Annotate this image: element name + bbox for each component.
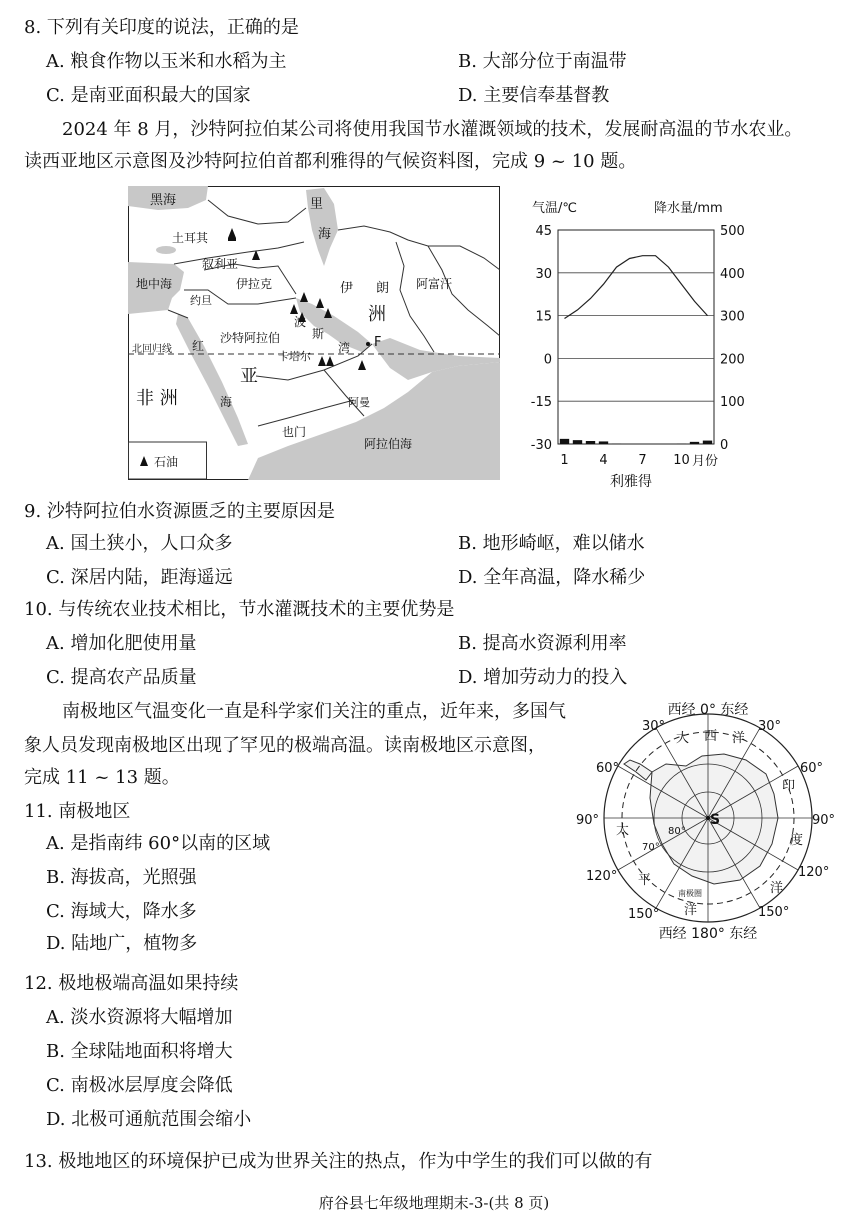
label-saudi-arabia: 沙特阿拉伯 xyxy=(220,331,281,345)
precip-bar xyxy=(573,440,582,444)
temp-tick-label: 0 xyxy=(543,352,552,368)
antarctic-circle-label: 南极圈 xyxy=(678,889,702,898)
plot-frame xyxy=(558,230,714,444)
q10-option-b: B. 提高水资源利用率 xyxy=(458,633,627,654)
precip-tick-label: 0 xyxy=(720,438,729,453)
temp-tick-label: 45 xyxy=(535,224,552,239)
label-gulf-wan: 湾 xyxy=(338,341,351,355)
deg-90-left: 90° xyxy=(576,813,600,828)
temp-tick-label: -30 xyxy=(530,438,552,453)
q8-option-c: C. 是南亚面积最大的国家 xyxy=(46,85,251,106)
label-qatar: 卡塔尔 xyxy=(278,350,311,363)
ocean-ping: 平 xyxy=(638,873,652,888)
ocean-yang-atlantic: 洋 xyxy=(732,731,746,746)
ocean-yang-indian: 洋 xyxy=(770,881,784,896)
meridian-top-label: 西经 0° 东经 xyxy=(667,702,749,718)
label-turkey: 土耳其 xyxy=(172,231,209,245)
precip-bar xyxy=(560,439,569,444)
month-tick-label: 4 xyxy=(599,453,608,468)
label-africa: 非 洲 xyxy=(136,388,178,409)
q11-option-c: C. 海域大，降水多 xyxy=(46,901,197,922)
precip-tick-label: 500 xyxy=(720,224,745,239)
label-caspian-li: 里 xyxy=(310,197,324,212)
month-tick-label: 7 xyxy=(638,453,647,468)
q10-option-a: A. 增加化肥使用量 xyxy=(46,633,197,654)
label-caspian-hai: 海 xyxy=(318,227,332,242)
intro-11-13-line3: 完成 11 ~ 13 题。 xyxy=(24,767,180,788)
precip-bar xyxy=(599,441,608,444)
precip-tick-label: 200 xyxy=(720,352,745,368)
label-oman: 阿曼 xyxy=(348,396,370,409)
label-iran-lang: 朗 xyxy=(376,281,390,296)
intro-9-10-line1: 2024 年 8 月，沙特阿拉伯某公司将使用我国节水灌溉领域的技术，发展耐高温的节水农业。 xyxy=(62,119,803,140)
deg-90-right: 90° xyxy=(812,813,836,828)
label-asia-zhou: 洲 xyxy=(368,304,386,325)
deg-120-left: 120° xyxy=(586,869,618,884)
q9-option-d: D. 全年高温，降水稀少 xyxy=(458,567,646,588)
month-tick-label: 10 xyxy=(673,453,690,468)
q12-option-b: B. 全球陆地面积将增大 xyxy=(46,1041,233,1062)
q10-stem: 10. 与传统农业技术相比，节水灌溉技术的主要优势是 xyxy=(24,599,455,620)
q8-option-b: B. 大部分位于南温带 xyxy=(458,51,627,72)
q8-stem: 8. 下列有关印度的说法，正确的是 xyxy=(24,17,299,38)
temp-tick-label: 30 xyxy=(535,266,552,282)
chart-title: 利雅得 xyxy=(610,474,652,490)
precip-bar xyxy=(690,442,699,444)
antarctic-map xyxy=(574,694,842,946)
west-asia-map xyxy=(128,186,500,480)
ocean-xi: 西 xyxy=(704,729,718,744)
x-axis-unit-label: 月份 xyxy=(692,454,719,469)
temp-tick-label: 15 xyxy=(535,309,552,325)
intro-11-13-line2: 象人员发现南极地区出现了罕见的极端高温。读南极地区示意图， xyxy=(24,735,546,756)
label-yemen: 也门 xyxy=(282,425,307,439)
q10-option-c: C. 提高农产品质量 xyxy=(46,667,197,688)
q11-option-b: B. 海拔高，光照强 xyxy=(46,867,197,888)
q9-option-c: C. 深居内陆，距海遥远 xyxy=(46,567,233,588)
intro-11-13-line1: 南极地区气温变化一直是科学家们关注的重点，近年来，多国气 xyxy=(62,701,566,722)
q8-option-d: D. 主要信奉基督教 xyxy=(458,85,610,106)
q11-option-d: D. 陆地广，植物多 xyxy=(46,933,198,954)
meridian-bottom-label: 西经 180° 东经 xyxy=(658,926,758,942)
deg-120-right: 120° xyxy=(798,865,830,880)
label-red-hong: 红 xyxy=(192,339,205,353)
legend-oil-label: 石油 xyxy=(154,455,179,469)
label-asia-ya: 亚 xyxy=(240,366,258,387)
label-point-f: F xyxy=(374,335,382,350)
riyadh-climate-chart xyxy=(518,192,758,492)
q11-stem: 11. 南极地区 xyxy=(24,801,131,822)
lat-70-label: 70° xyxy=(642,842,660,853)
precip-bar xyxy=(586,441,595,444)
q12-option-a: A. 淡水资源将大幅增加 xyxy=(46,1007,233,1028)
label-iran-yi: 伊 xyxy=(340,281,354,296)
label-gulf-si: 斯 xyxy=(312,327,325,341)
deg-60-left: 60° xyxy=(596,761,620,776)
month-tick-label: 1 xyxy=(560,453,569,468)
ocean-yin: 印 xyxy=(782,779,796,794)
q9-option-a: A. 国土狭小，人口众多 xyxy=(46,533,233,554)
label-iraq: 伊拉克 xyxy=(236,277,273,291)
south-pole-label: S xyxy=(710,812,721,828)
deg-150-left: 150° xyxy=(628,907,660,922)
precipitation-axis-label: 降水量/mm xyxy=(654,201,723,216)
temp-tick-label: -15 xyxy=(530,395,552,411)
lat-80-label: 80° xyxy=(668,826,686,837)
label-afghanistan: 阿富汗 xyxy=(416,277,453,291)
precip-tick-label: 300 xyxy=(720,309,745,325)
q9-stem: 9. 沙特阿拉伯水资源匮乏的主要原因是 xyxy=(24,501,335,522)
q12-option-d: D. 北极可通航范围会缩小 xyxy=(46,1109,252,1130)
q12-option-c: C. 南极冰层厚度会降低 xyxy=(46,1075,233,1096)
temperature-line xyxy=(565,256,708,319)
label-jordan: 约旦 xyxy=(190,294,212,307)
q11-option-a: A. 是指南纬 60°以南的区域 xyxy=(46,833,271,854)
page-footer: 府谷县七年级地理期末-3-(共 8 页) xyxy=(318,1194,550,1212)
temperature-axis-label: 气温/℃ xyxy=(532,201,577,216)
ocean-da: 大 xyxy=(676,731,690,746)
q10-option-d: D. 增加劳动力的投入 xyxy=(458,667,628,688)
label-arabian-sea: 阿拉伯海 xyxy=(364,437,413,451)
ocean-tai: 太 xyxy=(616,823,630,838)
deg-30-right: 30° xyxy=(758,719,782,734)
label-gulf-bo: 波 xyxy=(294,315,307,329)
ocean-yang-pacific: 洋 xyxy=(684,903,698,918)
q8-option-a: A. 粮食作物以玉米和水稻为主 xyxy=(46,51,287,72)
ocean-du: 度 xyxy=(790,833,804,848)
precip-bar xyxy=(703,441,712,444)
deg-30-left: 30° xyxy=(642,719,666,734)
intro-9-10-line2: 读西亚地区示意图及沙特阿拉伯首都利雅得的气候资料图，完成 9 ~ 10 题。 xyxy=(24,151,637,172)
q12-stem: 12. 极地极端高温如果持续 xyxy=(24,973,239,994)
label-mediterranean: 地中海 xyxy=(136,277,173,291)
label-black-sea: 黑海 xyxy=(150,193,177,208)
q9-option-b: B. 地形崎岖，难以储水 xyxy=(458,533,645,554)
deg-60-right: 60° xyxy=(800,761,824,776)
antarctic-peninsula xyxy=(624,760,652,780)
label-red-hai: 海 xyxy=(220,395,233,409)
precip-tick-label: 100 xyxy=(720,395,745,411)
deg-150-right: 150° xyxy=(758,905,790,920)
q13-stem: 13. 极地地区的环境保护已成为世界关注的热点，作为中学生的我们可以做的有 xyxy=(24,1151,653,1172)
label-tropic: 北回归线 xyxy=(132,344,172,355)
precip-tick-label: 400 xyxy=(720,266,745,282)
label-syria: 叙利亚 xyxy=(202,257,239,271)
